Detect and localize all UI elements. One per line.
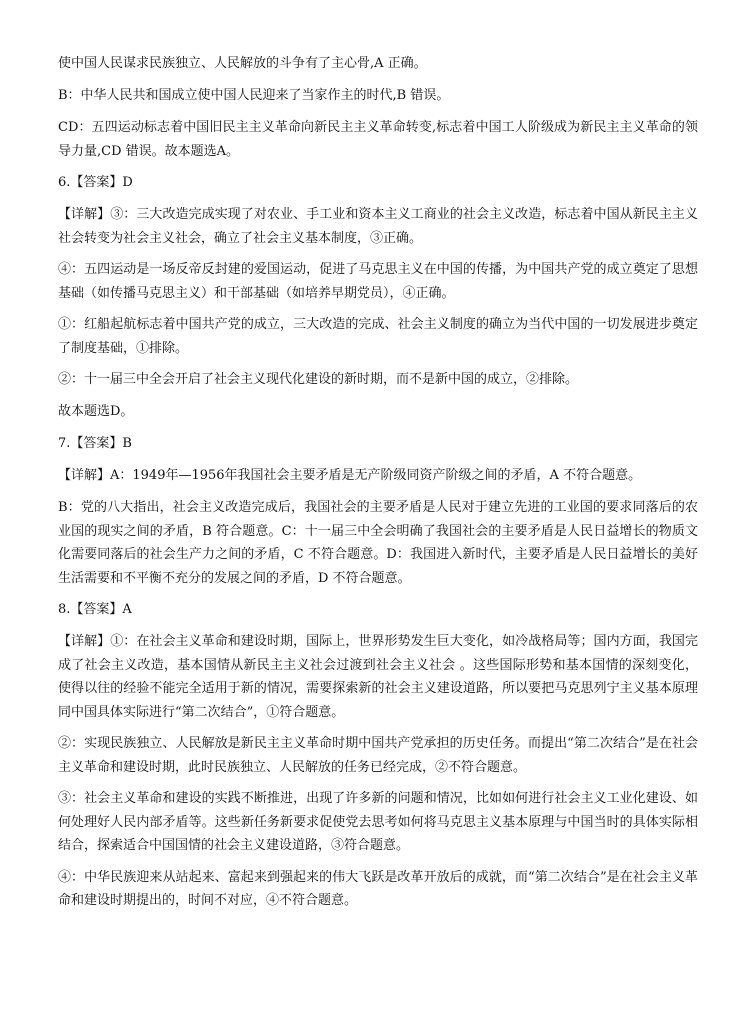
answer-heading: 7.【答案】B [58,436,132,451]
paragraph: 故本题选D。 [58,404,134,419]
answer-heading: 6.【答案】D [58,175,133,190]
paragraph: ①：红船起航标志着中国共产党的成立，三大改造的完成、社会主义制度的确立为当代中国的一切发展进步奠定了制度基础，①排除。 [58,317,698,356]
answer-document [58,52,698,921]
paragraph: 【详解】A：1949年—1956年我国社会主要矛盾是无产阶级同资产阶级之间的矛盾，A 不符合题意。 [58,468,642,483]
paragraph: ③：社会主义革命和建设的实践不断推进，出现了许多新的问题和情况，比如如何进行社会主义工业化建设、如何处理好人民内部矛盾等。这些新任务新要求促使党去思考如何将马克思主义基本原理与中国当时的具体实际相结合，探索适合中国国情的社会主义建设道路，③符合题意。 [58,791,698,853]
paragraph: 【详解】①：在社会主义革命和建设时期，国际上，世界形势发生巨大变化，如冷战格局等；国内方面，我国完成了社会主义改造，基本国情从新民主主义社会过渡到社会主义社会 。这些国际形势和基本国情的深刻变化，使得以往的经验不能完全适用于新的情况，需要探索新的社会主义建设道路，所以要把马克思列宁主义基本原理同中国具体实际进行“第二次结合”，①符合题意。 [58,634,698,720]
paragraph: ④：五四运动是一场反帝反封建的爱国运动，促进了马克思主义在中国的传播，为中国共产党的成立奠定了思想基础（如传播马克思主义）和干部基础（如培养早期党员），④正确。 [58,262,698,301]
paragraph: CD：五四运动标志着中国旧民主主义革命向新民主主义革命转变,标志着中国工人阶级成为新民主主义革命的领导力量,CD 错误。故本题选A。 [58,120,698,159]
paragraph: ④：中华民族迎来从站起来、富起来到强起来的伟大飞跃是改革开放后的成就，而“第二次结合”是在社会主义革命和建设时期提出的，时间不对应，④不符合题意。 [58,869,698,908]
paragraph: B：中华人民共和国成立使中国人民迎来了当家作主的时代,B 错误。 [58,88,450,103]
paragraph: 使中国人民谋求民族独立、人民解放的斗争有了主心骨,A 正确。 [58,56,427,71]
paragraph: B：党的八大指出，社会主义改造完成后，我国社会的主要矛盾是人民对于建立先进的工业国的要求同落后的农业国的现实之间的矛盾，B 符合题意。C：十一届三中全会明确了我国社会的主要矛盾是人民日益增长的物质文化需要同落后的社会生产力之间的矛盾，C 不符合题意。D：我国进入新时代，主要矛盾是人民日益增长的美好生活需要和不平衡不充分的发展之间的矛盾，D 不符合题意。 [58,500,698,586]
answer-heading: 8.【答案】A [58,602,132,617]
paragraph: ②：十一届三中全会开启了社会主义现代化建设的新时期，而不是新中国的成立，②排除。 [58,372,579,387]
paragraph: 【详解】③：三大改造完成实现了对农业、手工业和资本主义工商业的社会主义改造，标志着中国从新民主主义社会转变为社会主义社会，确立了社会主义基本制度，③正确。 [58,207,698,246]
paragraph: ②：实现民族独立、人民解放是新民主主义革命时期中国共产党承担的历史任务。而提出“第二次结合”是在社会主义革命和建设时期，此时民族独立、人民解放的任务已经完成，②不符合题意。 [58,736,698,775]
